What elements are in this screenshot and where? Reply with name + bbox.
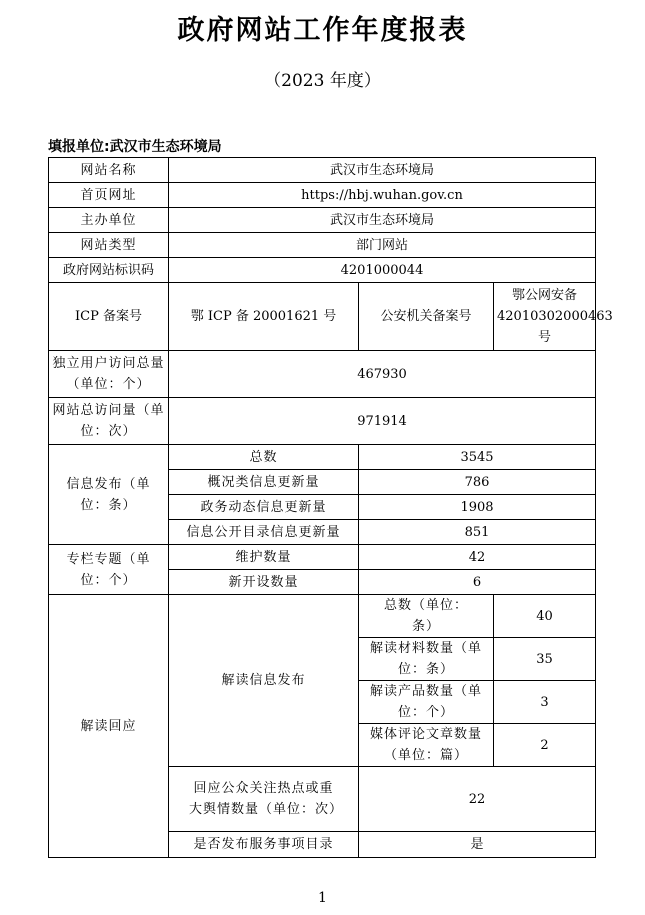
row-value: 1908 bbox=[359, 495, 596, 520]
row-label: 是否发布服务事项目录 bbox=[169, 832, 359, 858]
table-row bbox=[49, 158, 596, 183]
row-label: 维护数量 bbox=[169, 545, 359, 570]
row-label: 政务动态信息更新量 bbox=[169, 495, 359, 520]
row-label: ICP 备案号 bbox=[49, 283, 169, 351]
row-label: 信息发布（单位：条） bbox=[49, 445, 169, 545]
row-value: 鄂 ICP 备 20001621 号 bbox=[169, 283, 359, 351]
row-value: 鄂公网安备42010302000463 号 bbox=[494, 283, 596, 351]
table-row bbox=[49, 445, 596, 470]
row-label: 网站类型 bbox=[49, 233, 169, 258]
row-label: 主办单位 bbox=[49, 208, 169, 233]
row-label: 专栏专题（单位：个） bbox=[49, 545, 169, 595]
table-row bbox=[49, 258, 596, 283]
row-label: 首页网址 bbox=[49, 183, 169, 208]
row-label: 信息公开目录信息更新量 bbox=[169, 520, 359, 545]
page-number: 1 bbox=[318, 890, 327, 906]
row-value: 武汉市生态环境局 bbox=[169, 158, 596, 183]
row-label: 网站名称 bbox=[49, 158, 169, 183]
table-row bbox=[49, 233, 596, 258]
table-row bbox=[49, 398, 596, 445]
row-label: 总数 bbox=[169, 445, 359, 470]
row-value: 3 bbox=[494, 681, 596, 724]
row-value: 2 bbox=[494, 724, 596, 767]
row-label: 政府网站标识码 bbox=[49, 258, 169, 283]
row-label: 公安机关备案号 bbox=[359, 283, 494, 351]
table-row bbox=[49, 545, 596, 570]
report-year: （2023 年度） bbox=[264, 71, 381, 91]
row-label: 解读回应 bbox=[49, 595, 169, 858]
report-title: 政府网站工作年度报表 bbox=[177, 15, 468, 46]
report-table bbox=[48, 157, 613, 858]
row-value: 467930 bbox=[169, 351, 596, 398]
row-label: 解读信息发布 bbox=[169, 595, 359, 767]
row-value: 851 bbox=[359, 520, 596, 545]
table-row bbox=[49, 183, 596, 208]
row-label: 网站总访问量（单位：次） bbox=[49, 398, 169, 445]
table-row bbox=[49, 208, 596, 233]
row-value: 3545 bbox=[359, 445, 596, 470]
row-value: 部门网站 bbox=[169, 233, 596, 258]
row-value: 971914 bbox=[169, 398, 596, 445]
row-value: 是 bbox=[359, 832, 596, 858]
table-row bbox=[49, 351, 596, 398]
row-label: 独立用户访问总量（单位：个） bbox=[49, 351, 169, 398]
row-value: 22 bbox=[359, 767, 596, 832]
row-value: https://hbj.wuhan.gov.cn bbox=[169, 183, 596, 208]
row-label: 解读材料数量（单位：条） bbox=[359, 638, 494, 681]
row-label: 回应公众关注热点或重大舆情数量（单位：次） bbox=[169, 767, 359, 832]
reporting-unit: 填报单位:武汉市生态环境局 bbox=[48, 139, 222, 155]
row-value: 786 bbox=[359, 470, 596, 495]
table-row bbox=[49, 283, 596, 351]
row-value: 35 bbox=[494, 638, 596, 681]
row-label: 媒体评论文章数量（单位：篇） bbox=[359, 724, 494, 767]
row-value: 42 bbox=[359, 545, 596, 570]
row-value: 4201000044 bbox=[169, 258, 596, 283]
table-row bbox=[49, 595, 596, 638]
row-label: 概况类信息更新量 bbox=[169, 470, 359, 495]
row-value: 40 bbox=[494, 595, 596, 638]
row-label: 新开设数量 bbox=[169, 570, 359, 595]
row-label: 解读产品数量（单位：个） bbox=[359, 681, 494, 724]
row-label: 总数（单位：条） bbox=[359, 595, 494, 638]
row-value: 武汉市生态环境局 bbox=[169, 208, 596, 233]
row-value: 6 bbox=[359, 570, 596, 595]
